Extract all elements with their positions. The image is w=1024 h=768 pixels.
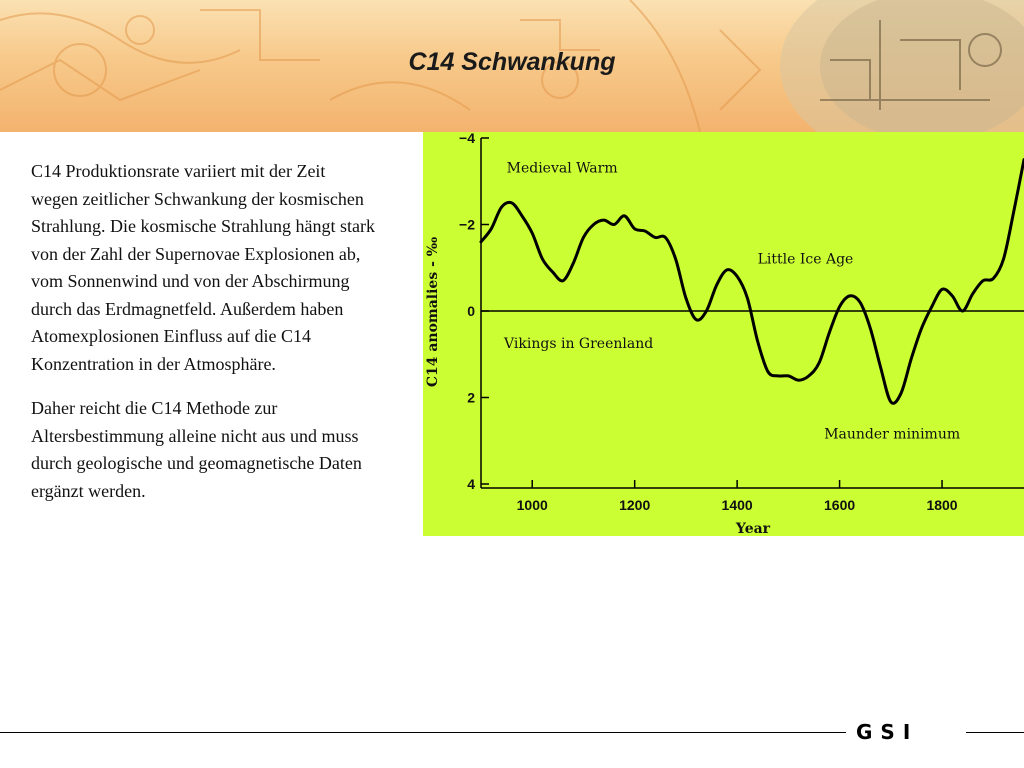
y-tick-label: −4 (459, 132, 475, 146)
x-tick-label: 1600 (824, 497, 856, 513)
paragraph-2: Daher reicht die C14 Methode zur Altersbestimmung alleine nicht aus und muss durch geologische und geomagnetische Daten ergänzt werden. (31, 398, 362, 501)
y-tick-label: −2 (459, 216, 475, 233)
c14-series-line (481, 160, 1024, 404)
c14-chart-svg (423, 132, 1024, 536)
y-ticks (459, 132, 489, 492)
chart-annotation: Little Ice Age (757, 251, 854, 268)
x-axis-title: Year (735, 521, 771, 536)
body-text (31, 158, 376, 522)
x-tick-label: 1200 (619, 497, 651, 513)
slide-title: C14 Schwankung (408, 48, 616, 76)
c14-chart (423, 132, 1024, 536)
x-ticks (517, 480, 958, 513)
slide-header (0, 0, 1024, 132)
footer-line-left (0, 732, 846, 733)
footer-line-right (966, 732, 1024, 733)
chart-annotation: Medieval Warm (506, 160, 618, 177)
gsi-logo: GSI (856, 720, 919, 744)
paragraph-1: C14 Produktionsrate variiert mit der Zeit wegen zeitlicher Schwankung der kosmischen Strahlung. Die kosmische Strahlung hängt stark von der Zahl der Supernovae Explosionen ab, vom Sonnenwind und von der Abschirmung durch das Erdmagnetfeld. Außerdem haben Atomexplosionen Einfluss auf die C14 Konzentration in der Atmosphäre. (31, 161, 375, 374)
x-tick-label: 1800 (926, 497, 958, 513)
x-tick-label: 1400 (721, 497, 753, 513)
y-tick-label: 4 (467, 476, 475, 492)
y-tick-label: 0 (467, 303, 475, 319)
chart-annotation: Vikings in Greenland (504, 335, 654, 352)
chart-annotation: Maunder minimum (824, 426, 961, 443)
y-tick-label: 2 (467, 389, 475, 406)
x-tick-label: 1000 (516, 497, 548, 513)
y-axis-title: C14 anomalies - ‰ (425, 236, 441, 388)
